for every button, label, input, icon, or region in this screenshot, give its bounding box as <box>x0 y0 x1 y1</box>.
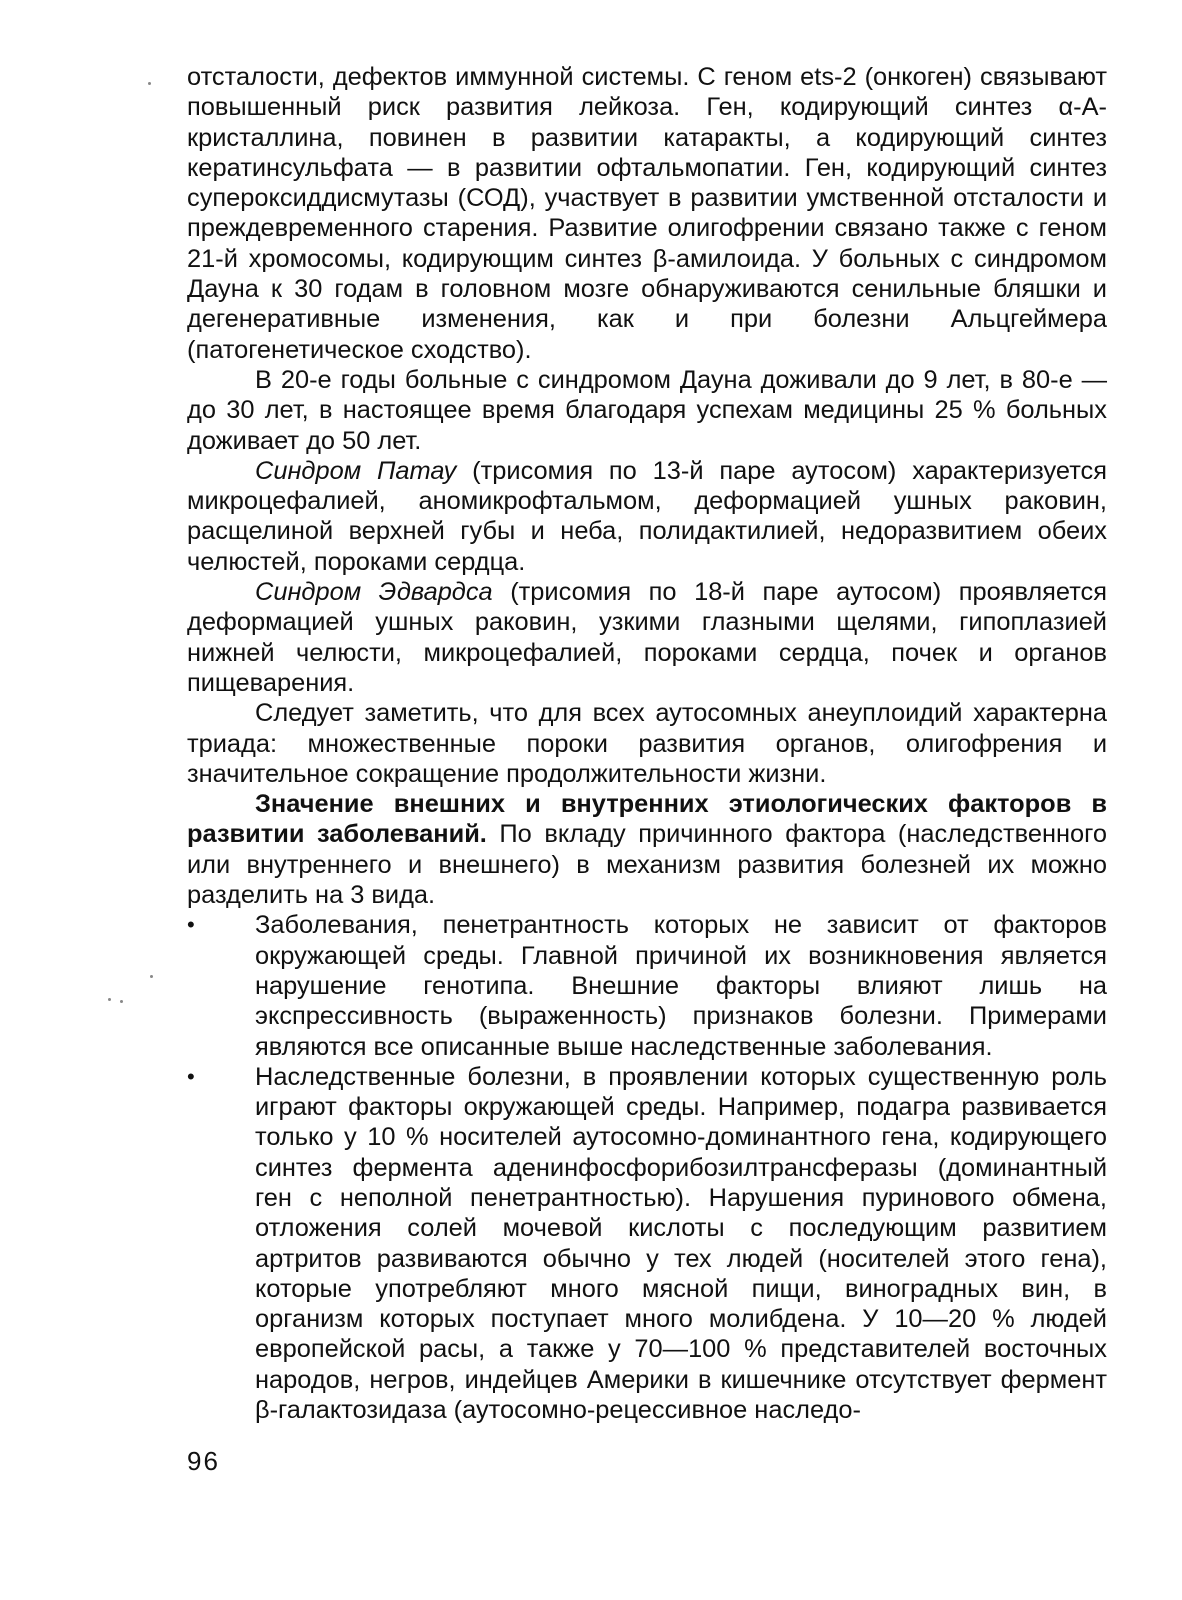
scan-speck <box>120 1000 123 1003</box>
list-item-text: Наследственные болезни, в проявлении которых существенную роль играют факторы окружающей среды. Например, подагра развивается только у 10 % носителей аутосомно-доминантного гена, кодирующего синтез фермента аденинфосфорибозилтрансферазы (доминантный ген с неполной пенетрантностью). Нарушения пуринового обмена, отложения солей мочевой кислоты с последующим развитием артритов развиваются обычно у тех людей (носителей этого гена), которые употребляют много мясной пищи, виноградных вин, в организм которых поступает много молибдена. У 10—20 % людей европейской расы, а также у 70—100 % представителей восточных народов, негров, индейцев Америки в кишечнике отсутствует фермент β-галактозидаза (аутосомно-рецессивное наследо- <box>255 1062 1107 1425</box>
scan-speck <box>108 998 111 1001</box>
paragraph-patau-syndrome <box>187 456 1107 577</box>
patau-description: (трисомия по 13-й паре аутосом) характеризуется микроцефалией, аномикрофтальмом, деформацией ушных раковин, расщелиной верхней губы и неба, полидактилией, недоразвитием обеих челюстей, пороками сердца. <box>187 456 1107 576</box>
page-number: 96 <box>187 1446 220 1476</box>
term-edwards-syndrome: Синдром Эдвардса <box>255 578 493 607</box>
paragraph-etiological-factors <box>187 789 1107 910</box>
section-heading: Значение внешних и внутренних этиологических факторов в развитии заболеваний. <box>187 790 1107 849</box>
paragraph-edwards-syndrome <box>187 577 1107 698</box>
bullet-icon: • <box>187 912 195 938</box>
scan-speck <box>148 82 151 85</box>
list-item <box>187 910 1107 1061</box>
bullet-icon: • <box>187 1063 195 1089</box>
scan-speck <box>150 975 153 978</box>
paragraph-aneuploidy-triad: Следует заметить, что для всех аутосомных анеуплоидий характерна триада: множественные пороки развития органов, олигофрения и значительное сокращение продолжительности жизни. <box>187 699 1107 788</box>
paragraph-down-syndrome-survival: В 20-е годы больные с синдромом Дауна доживали до 9 лет, в 80-е — до 30 лет, в настоящее время благодаря успехам медицины 25 % больных доживает до 50 лет. <box>187 365 1107 455</box>
term-patau-syndrome: Синдром Патау <box>255 456 457 485</box>
section-intro: По вкладу причинного фактора (наследственного или внутреннего и внешнего) в механизм развития болезней их можно разделить на 3 вида. <box>187 820 1107 910</box>
edwards-description: (трисомия по 18-й паре аутосом) проявляется деформацией ушных раковин, узкими глазными щелями, гипоплазией нижней челюсти, микроцефалией, пороками сердца, почек и органов пищеварения. <box>187 578 1107 697</box>
list-item-text: Заболевания, пенетрантность которых не зависит от факторов окружающей среды. Главной причиной их возникновения является нарушение генотипа. Внешние факторы влияют лишь на экспрессивность (выраженность) признаков болезни. Примерами являются все описанные выше наследственные заболевания. <box>255 911 1107 1061</box>
paragraph-1: отсталости, дефектов иммунной системы. С геном ets-2 (онкоген) связывают повышенный риск развития лейкоза. Ген, кодирующий синтез α-А-кристаллина, повинен в развитии катаракты, а кодирующий синтез кератинсульфата — в развитии офтальмопатии. Ген, кодирующий синтез супероксиддисмутазы (СОД), участвует в развитии умственной отсталости и преждевременного старения. Развитие олигофрении связано также с геном 21-й хромосомы, кодирующим синтез β-амилоида. У больных с синдромом Дауна к 30 годам в головном мозге обнаруживаются сенильные бляшки и дегенеративные изменения, как и при болезни Альцгеймера (патогенетическое сходство). <box>187 63 1107 364</box>
page-body <box>187 62 1107 1425</box>
list-item <box>187 1062 1107 1426</box>
